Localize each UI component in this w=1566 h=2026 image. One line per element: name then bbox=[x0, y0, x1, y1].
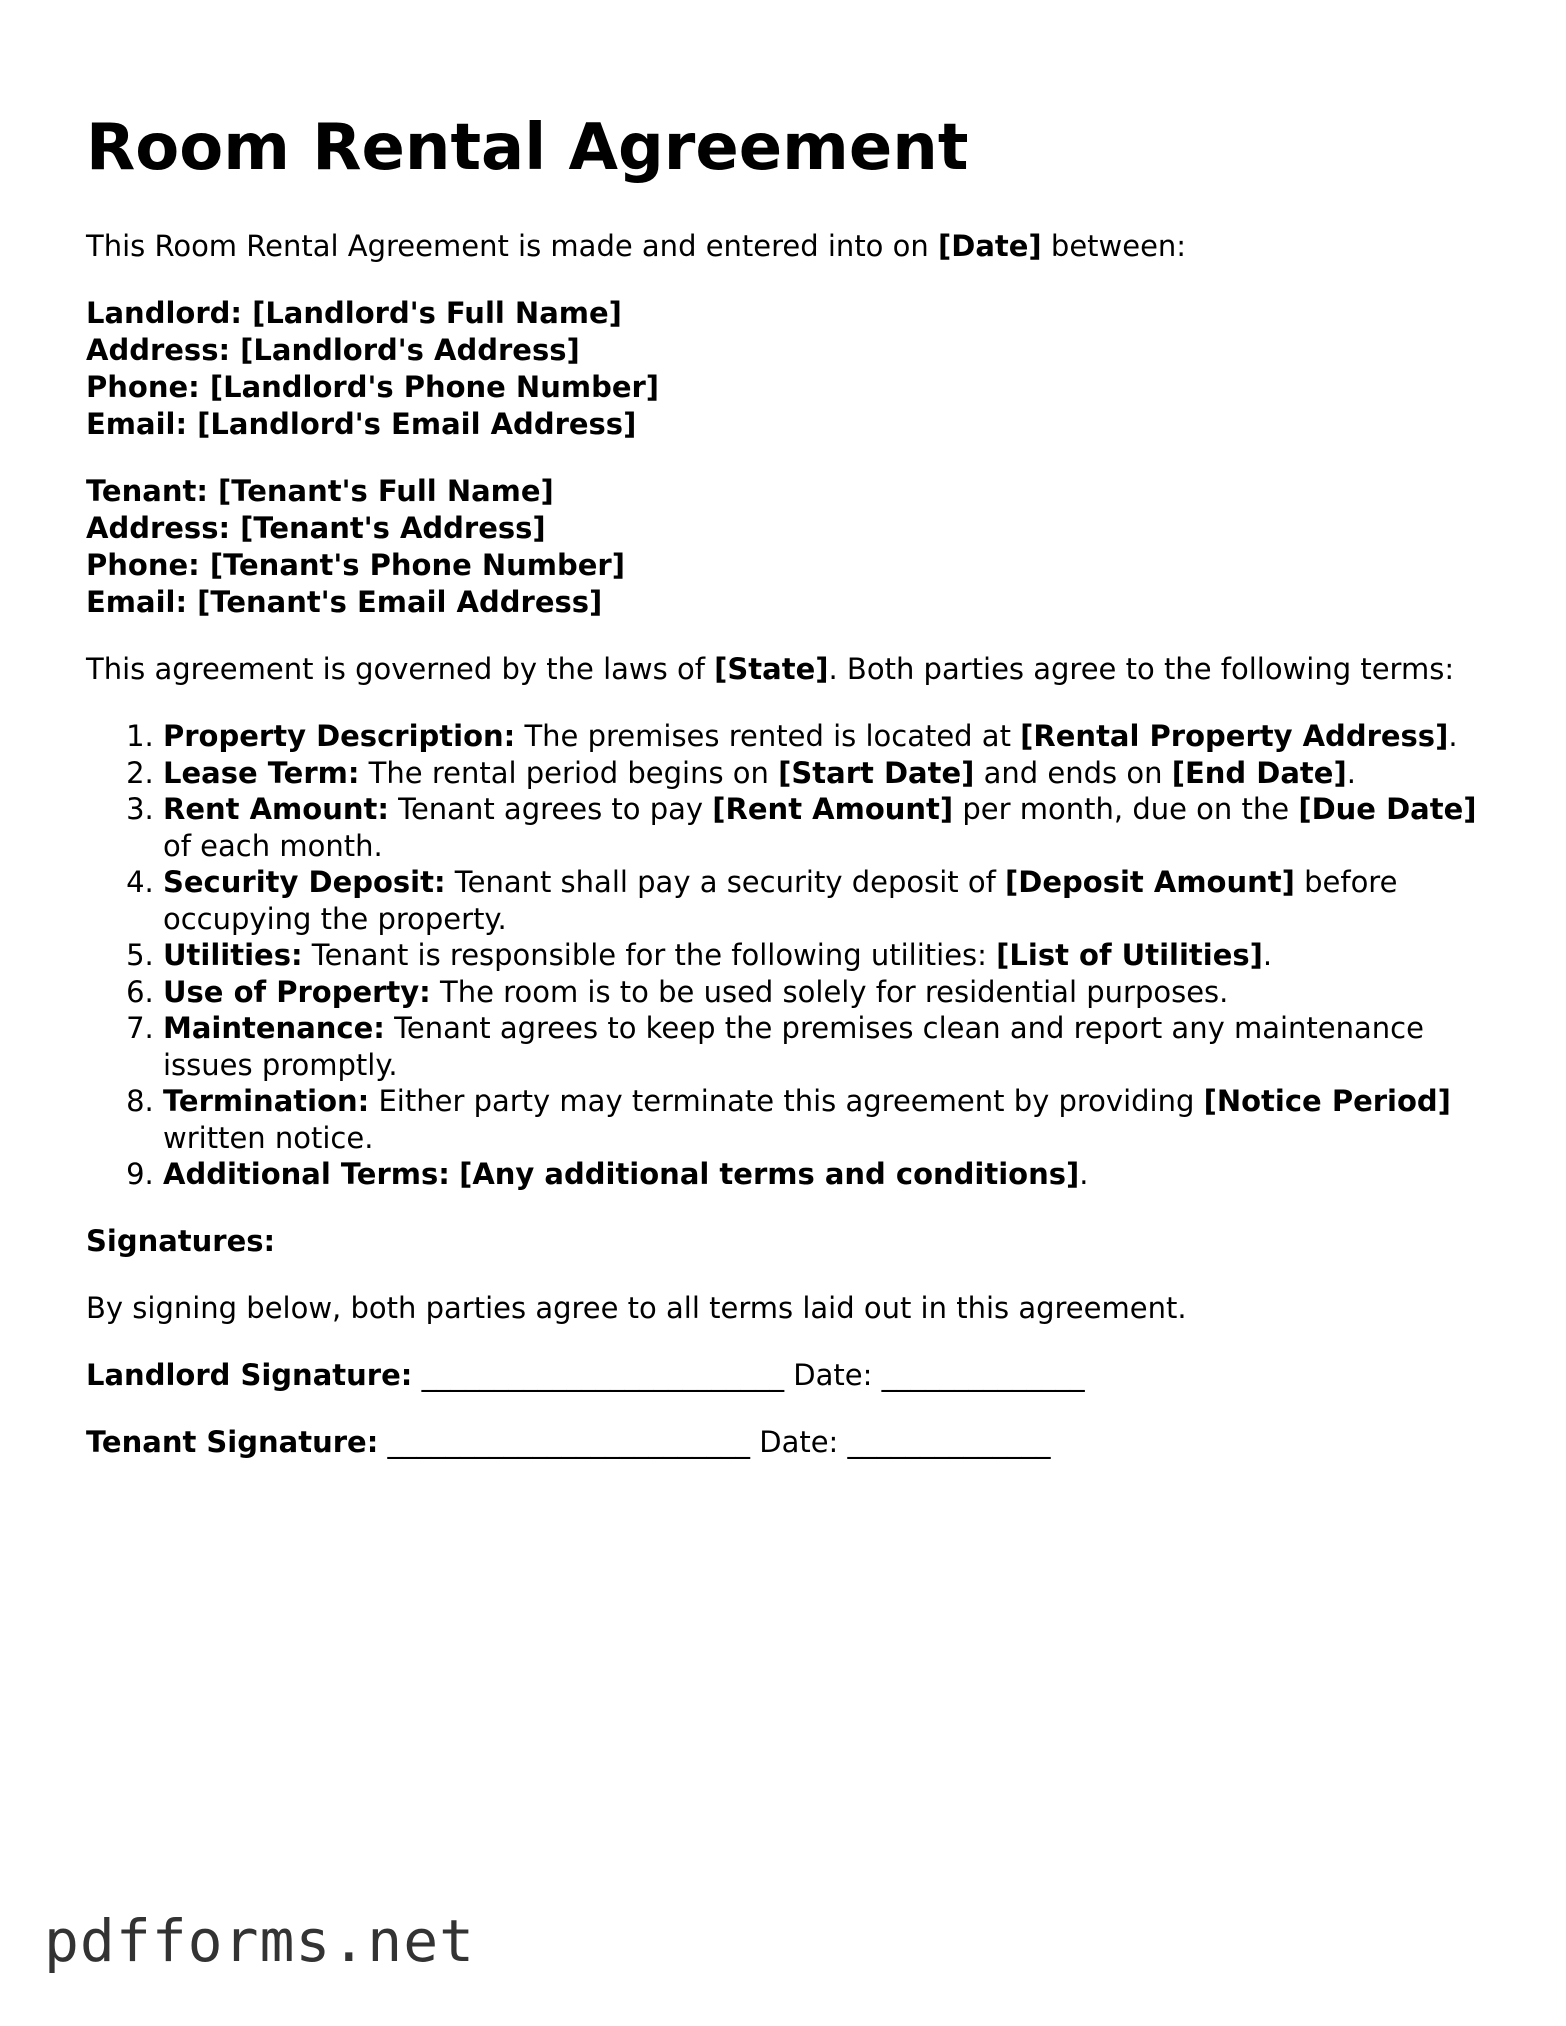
term-text: Tenant agrees to pay bbox=[388, 792, 713, 826]
tenant-signature-line bbox=[86, 1424, 1486, 1461]
tenant-date-label: Date: bbox=[759, 1424, 839, 1459]
landlord-date-label: Date: bbox=[793, 1357, 873, 1392]
landlord-date-blank[interactable]: ______________ bbox=[881, 1357, 1085, 1392]
signatures-intro: By signing below, both parties agree to all terms laid out in this agreement. bbox=[86, 1290, 1187, 1325]
term-text: . bbox=[1448, 719, 1458, 753]
term-placeholder-field: [Rental Property Address] bbox=[1020, 719, 1449, 753]
tenant-name-line: Tenant: [Tenant's Full Name] bbox=[86, 474, 554, 508]
landlord-email-line: Email: [Landlord's Email Address] bbox=[86, 407, 637, 441]
landlord-signature-line bbox=[86, 1357, 1486, 1394]
tenant-email-line: Email: [Tenant's Email Address] bbox=[86, 585, 603, 619]
governing-text-before: This agreement is governed by the laws of bbox=[86, 652, 715, 686]
tenant-block bbox=[86, 473, 1486, 621]
signatures-heading: Signatures: bbox=[86, 1223, 276, 1258]
term-text: Either party may terminate this agreement by providing bbox=[369, 1084, 1204, 1118]
term-text: of each month. bbox=[163, 828, 383, 863]
tenant-signature-label: Tenant Signature: bbox=[86, 1424, 379, 1459]
tenant-phone-line: Phone: [Tenant's Phone Number] bbox=[86, 548, 625, 582]
term-text: per month, due on the bbox=[953, 792, 1299, 826]
intro-date-field: [Date] bbox=[938, 229, 1042, 263]
term-placeholder-field: [Deposit Amount] bbox=[1005, 865, 1295, 899]
term-placeholder-field: [Rent Amount] bbox=[712, 792, 954, 826]
term-item bbox=[163, 864, 1479, 937]
tenant-signature-blank[interactable]: _________________________ bbox=[387, 1424, 751, 1459]
term-item bbox=[163, 791, 1479, 864]
term-text: written notice. bbox=[163, 1120, 374, 1155]
term-text: Tenant shall pay a security deposit of bbox=[445, 865, 1006, 899]
term-placeholder-field: [Any additional terms and conditions] bbox=[459, 1157, 1080, 1191]
term-item bbox=[163, 937, 1479, 974]
term-label: Maintenance: bbox=[163, 1011, 385, 1045]
intro-text-before: This Room Rental Agreement is made and entered into on bbox=[86, 229, 938, 263]
term-item bbox=[163, 974, 1479, 1011]
landlord-phone-line: Phone: [Landlord's Phone Number] bbox=[86, 370, 660, 404]
term-placeholder-field: [List of Utilities] bbox=[996, 938, 1263, 972]
term-item bbox=[163, 1010, 1479, 1083]
term-placeholder-field: [Notice Period] bbox=[1203, 1084, 1451, 1118]
term-item bbox=[163, 1156, 1479, 1193]
term-text: The premises rented is located at bbox=[515, 719, 1021, 753]
tenant-date-blank[interactable]: ______________ bbox=[847, 1424, 1051, 1459]
document-page bbox=[86, 108, 1486, 1491]
landlord-signature-label: Landlord Signature: bbox=[86, 1357, 413, 1392]
term-placeholder-field: [Start Date] bbox=[778, 755, 975, 790]
term-label: Property Description: bbox=[163, 719, 516, 753]
tenant-address-line: Address: [Tenant's Address] bbox=[86, 511, 546, 545]
intro-text-after: between: bbox=[1041, 229, 1187, 263]
term-placeholder-field: [Due Date] bbox=[1298, 792, 1477, 826]
terms-list bbox=[86, 718, 1479, 1193]
term-label: Lease Term: bbox=[163, 755, 360, 790]
landlord-address-line: Address: [Landlord's Address] bbox=[86, 333, 580, 367]
term-item bbox=[163, 1083, 1479, 1156]
term-text: and ends on bbox=[974, 755, 1172, 790]
term-text: Tenant agrees to keep the premises clean and report any maintenance issues promptly. bbox=[163, 1011, 1424, 1082]
landlord-name-line: Landlord: [Landlord's Full Name] bbox=[86, 296, 622, 330]
term-text: . bbox=[1262, 938, 1273, 972]
landlord-block bbox=[86, 295, 1486, 443]
term-text bbox=[450, 1157, 459, 1191]
term-label: Use of Property: bbox=[163, 974, 431, 1009]
governing-law-paragraph bbox=[86, 651, 1476, 688]
governing-text-after: . Both parties agree to the following terms: bbox=[828, 652, 1455, 686]
term-text: The room is to be used solely for residential purposes. bbox=[430, 974, 1229, 1009]
pdfforms-watermark: pdfforms.net bbox=[44, 1907, 476, 1975]
governing-state-field: [State] bbox=[714, 652, 829, 686]
term-label: Termination: bbox=[163, 1084, 370, 1118]
term-label: Additional Terms: bbox=[163, 1157, 450, 1191]
term-placeholder-field: [End Date] bbox=[1171, 755, 1347, 790]
term-text: . bbox=[1346, 755, 1356, 790]
term-text: The rental period begins on bbox=[359, 755, 779, 790]
term-item bbox=[163, 755, 1479, 792]
term-text: before occupying the property. bbox=[163, 865, 1398, 936]
landlord-signature-blank[interactable]: _________________________ bbox=[421, 1357, 785, 1392]
term-label: Utilities: bbox=[163, 938, 303, 972]
term-label: Rent Amount: bbox=[163, 792, 389, 826]
term-item bbox=[163, 718, 1479, 755]
intro-paragraph bbox=[86, 228, 1486, 265]
term-text: . bbox=[1079, 1157, 1089, 1191]
term-text: Tenant is responsible for the following utilities: bbox=[302, 938, 997, 972]
term-label: Security Deposit: bbox=[163, 865, 446, 899]
document-title: Room Rental Agreement bbox=[86, 111, 969, 185]
